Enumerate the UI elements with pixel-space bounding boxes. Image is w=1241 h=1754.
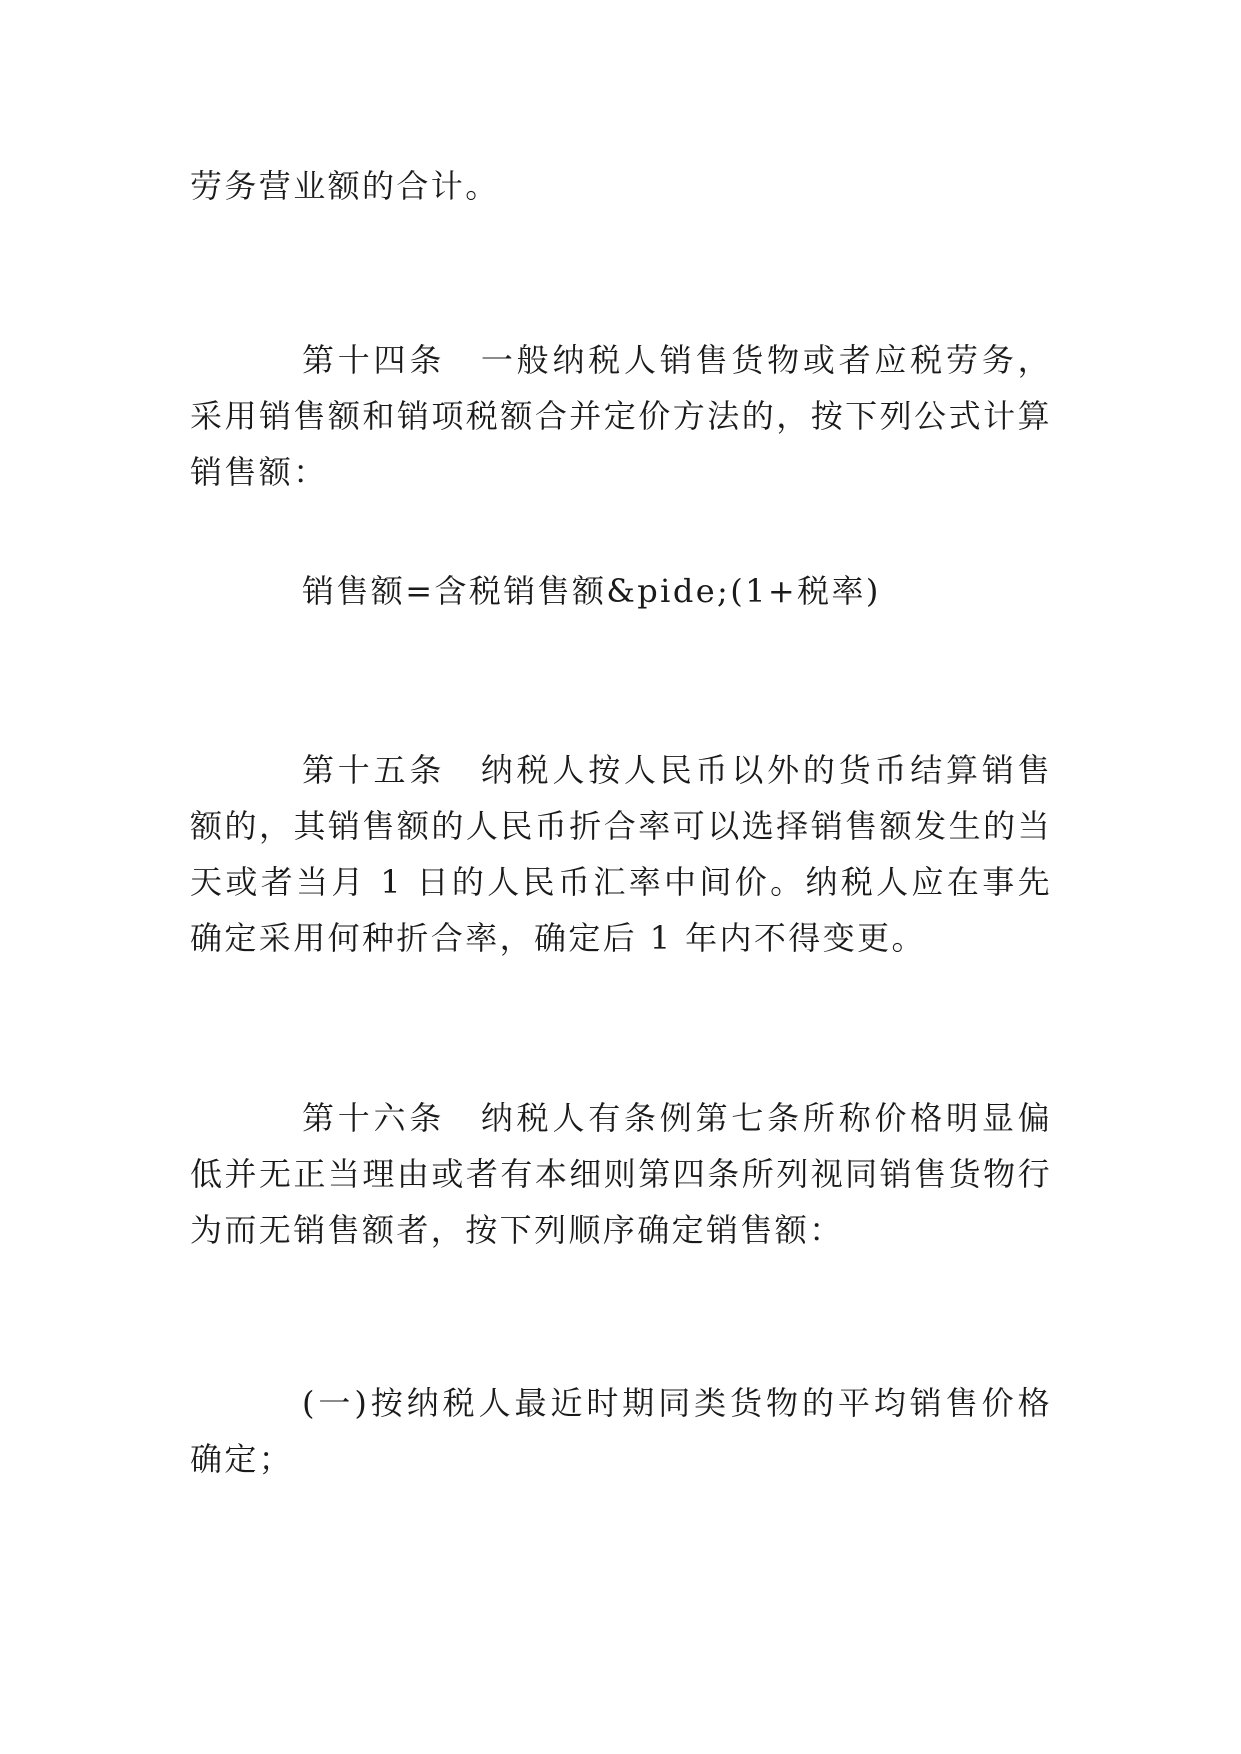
sales-formula: 销售额=含税销售额&pide;(1+税率): [302, 572, 881, 610]
article-15-paragraph: 第十五条 纳税人按人民币以外的货币结算销售额的，其销售额的人民币折合率可以选择销售额发生的当天或者当月 1 日的人民币汇率中间价。纳税人应在事先确定采用何种折合率，确定后 1 年内不得变更。: [190, 751, 1052, 957]
paragraph-continuation: 劳务营业额的合计。: [190, 167, 500, 205]
article-14-paragraph: 第十四条 一般纳税人销售货物或者应税劳务，采用销售额和销项税额合并定价方法的，按下列公式计算销售额：: [190, 341, 1052, 491]
article-16-paragraph: 第十六条 纳税人有条例第七条所称价格明显偏低并无正当理由或者有本细则第四条所列视同销售货物行为而无销售额者，按下列顺序确定销售额：: [190, 1099, 1052, 1249]
list-item-1: (一)按纳税人最近时期同类货物的平均销售价格确定；: [190, 1384, 1052, 1478]
